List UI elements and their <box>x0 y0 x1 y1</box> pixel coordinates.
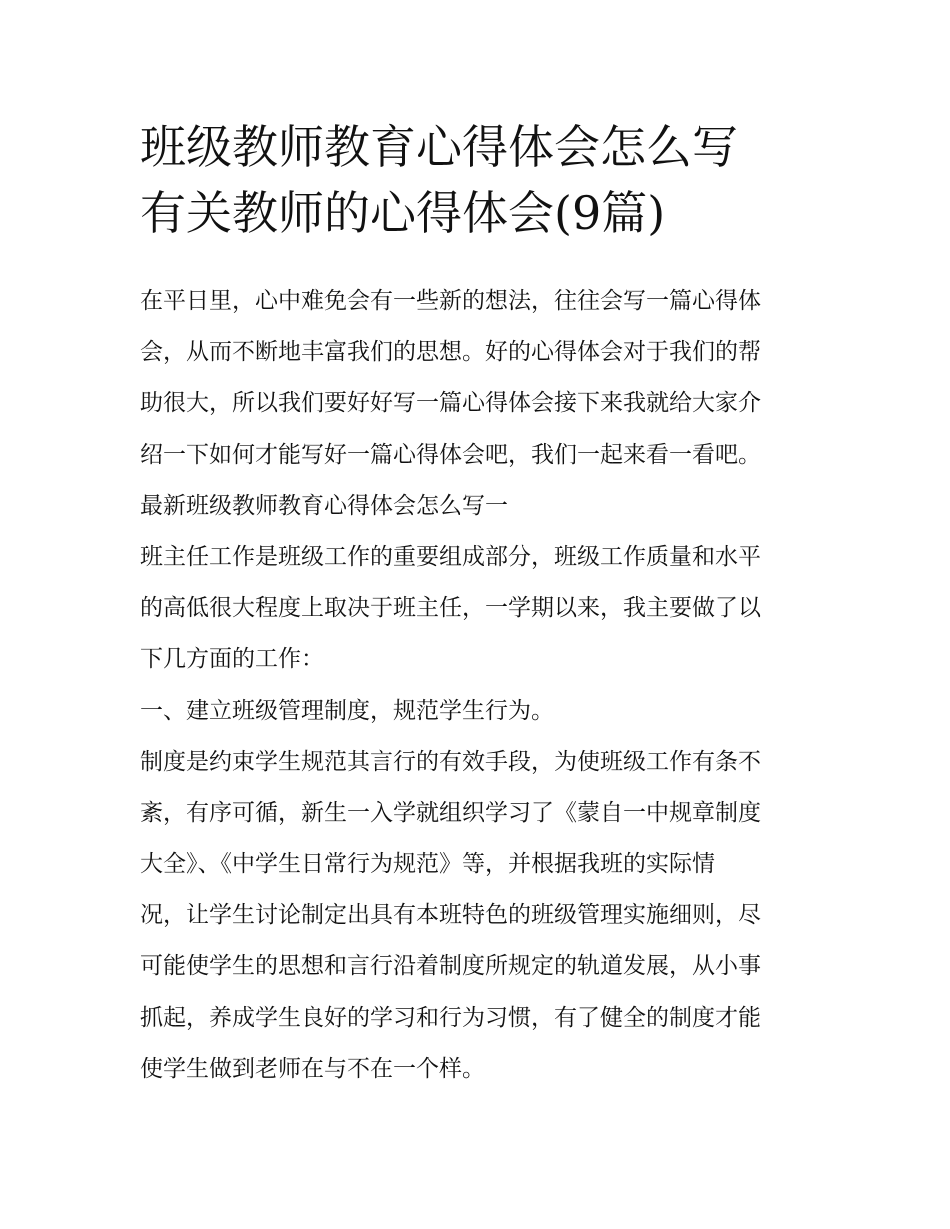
body-line: 可能使学生的思想和言行沿着制度所规定的轨道发展，从小事 <box>140 953 761 980</box>
document-title <box>140 114 820 246</box>
body-line: 大全》、《中学生日常行为规范》等，并根据我班的实际情 <box>140 851 715 878</box>
body-line: 使学生做到老师在与不在一个样。 <box>140 1055 485 1082</box>
body-line: 在平日里，心中难免会有一些新的想法，往往会写一篇心得体 <box>140 288 761 314</box>
body-line: 的高低很大程度上取决于班主任，一学期以来，我主要做了以 <box>140 595 761 622</box>
document-body <box>140 276 820 1095</box>
body-line: 下几方面的工作： <box>140 646 324 673</box>
title-line-1: 班级教师教育心得体会怎么写 <box>140 120 738 174</box>
body-line: 班主任工作是班级工作的重要组成部分，班级工作质量和水平 <box>140 543 761 570</box>
title-line-2: 有关教师的心得体会(9篇) <box>140 186 666 240</box>
body-line: 紊，有序可循，新生一入学就组织学习了《蒙自一中规章制度 <box>140 799 761 826</box>
body-line: 助很大，所以我们要好好写一篇心得体会接下来我就给大家介 <box>140 390 761 417</box>
body-line: 绍一下如何才能写好一篇心得体会吧，我们一起来看一看吧。 <box>140 441 761 468</box>
body-line: 况，让学生讨论制定出具有本班特色的班级管理实施细则，尽 <box>140 902 761 929</box>
body-line: 制度是约束学生规范其言行的有效手段，为使班级工作有条不 <box>140 748 761 775</box>
body-line: 会，从而不断地丰富我们的思想。好的心得体会对于我们的帮 <box>140 339 761 366</box>
subsection-heading: 一、建立班级管理制度，规范学生行为。 <box>140 697 554 724</box>
body-line: 抓起，养成学生良好的学习和行为习惯，有了健全的制度才能 <box>140 1004 761 1031</box>
section-heading: 最新班级教师教育心得体会怎么写一 <box>140 492 508 519</box>
